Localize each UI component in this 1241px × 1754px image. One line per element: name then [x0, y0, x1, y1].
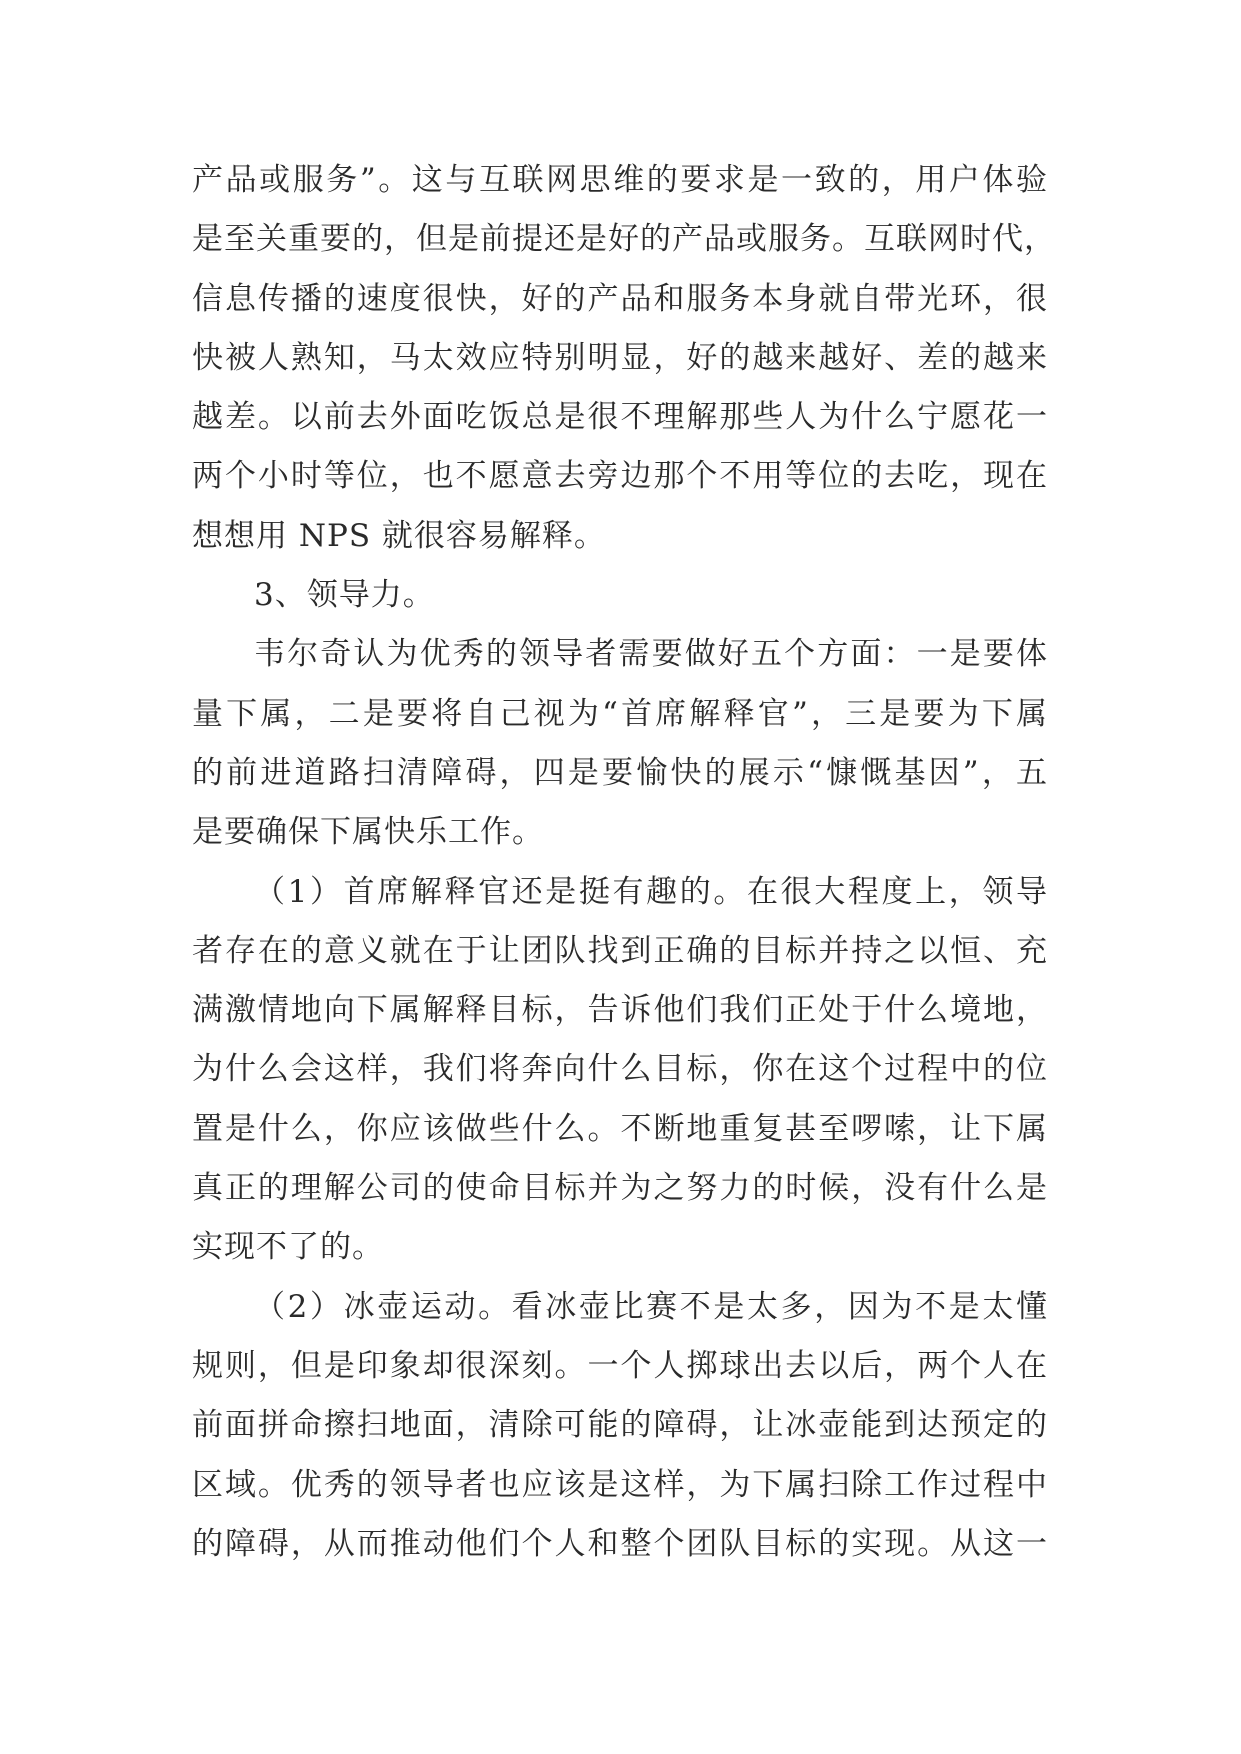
text-line: 的障碍，从而推动他们个人和整个团队目标的实现。从这一: [192, 1525, 1048, 1562]
text-line: 想想用 NPS 就很容易解释。: [192, 517, 606, 554]
text-line: （1）首席解释官还是挺有趣的。在很大程度上，领导: [254, 873, 1048, 910]
text-line: 快被人熟知，马太效应特别明显，好的越来越好、差的越来: [192, 339, 1048, 376]
text-line: 是要确保下属快乐工作。: [192, 814, 544, 851]
text-line: 信息传播的速度很快，好的产品和服务本身就自带光环，很: [192, 280, 1048, 317]
text-line: 者存在的意义就在于让团队找到正确的目标并持之以恒、充: [192, 932, 1048, 969]
text-line: （2）冰壶运动。看冰壶比赛不是太多，因为不是太懂: [254, 1288, 1048, 1325]
text-line: 置是什么，你应该做些什么。不断地重复甚至啰嗦，让下属: [192, 1110, 1048, 1147]
text-line: 实现不了的。: [192, 1229, 384, 1266]
text-line: 为什么会这样，我们将奔向什么目标，你在这个过程中的位: [192, 1051, 1048, 1088]
text-line: 满激情地向下属解释目标，告诉他们我们正处于什么境地，: [192, 992, 1048, 1029]
text-line: 区域。优秀的领导者也应该是这样，为下属扫除工作过程中: [192, 1466, 1048, 1503]
text-line: 规则，但是印象却很深刻。一个人掷球出去以后，两个人在: [192, 1347, 1048, 1384]
text-line: 的前进道路扫清障碍，四是要愉快的展示“慷慨基因”，五: [192, 754, 1048, 791]
text-line: 越差。以前去外面吃饭总是很不理解那些人为什么宁愿花一: [192, 399, 1048, 436]
text-line: 是至关重要的，但是前提还是好的产品或服务。互联网时代，: [192, 221, 1056, 258]
text-line: 前面拼命擦扫地面，清除可能的障碍，让冰壶能到达预定的: [192, 1407, 1048, 1444]
text-line: 真正的理解公司的使命目标并为之努力的时候，没有什么是: [192, 1170, 1048, 1207]
text-line: 量下属，二是要将自己视为“首席解释官”，三是要为下属: [192, 695, 1048, 732]
text-line: 产品或服务”。这与互联网思维的要求是一致的，用户体验: [192, 162, 1048, 198]
section-heading: 3、领导力。: [254, 577, 435, 614]
document-body: [192, 151, 1056, 1574]
text-line: 两个小时等位，也不愿意去旁边那个不用等位的去吃，现在: [192, 458, 1048, 495]
text-line: 韦尔奇认为优秀的领导者需要做好五个方面：一是要体: [254, 636, 1048, 673]
